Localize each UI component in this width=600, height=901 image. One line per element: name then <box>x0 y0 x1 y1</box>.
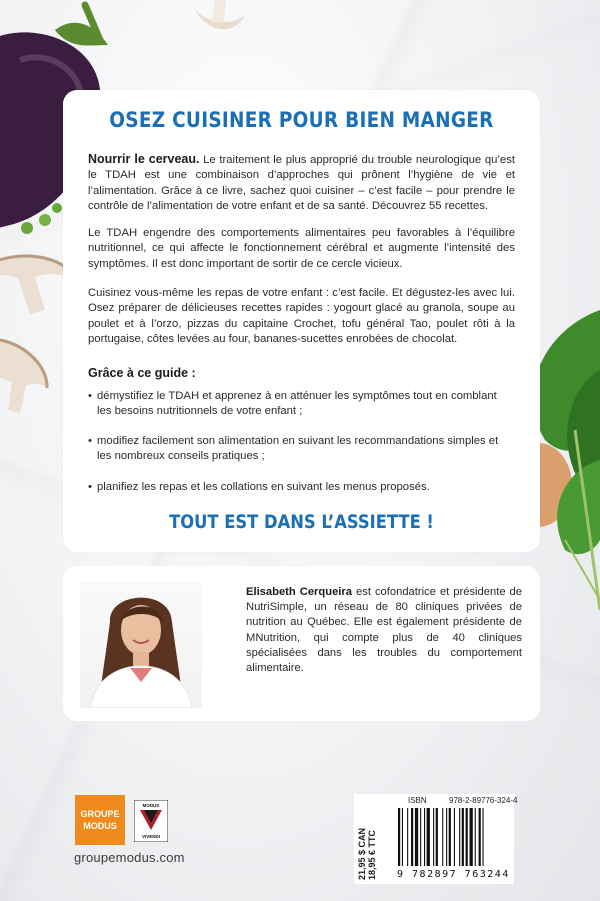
publisher-website[interactable]: groupemodus.com <box>74 850 185 865</box>
guide-bullet-text: démystifiez le TDAH et apprenez à en atténuer les symptômes tout en comblant les besoins nutritionnels de votre enfant ; <box>97 390 497 418</box>
barcode-bars <box>398 808 510 868</box>
barcode-bar <box>462 808 464 866</box>
isbn-number: 978-2-89776-324-4 <box>449 796 518 805</box>
price-block <box>357 828 377 880</box>
bullet-dot: • <box>88 481 92 493</box>
barcode-bar <box>433 808 434 866</box>
guide-bullet-3 <box>88 480 508 495</box>
author-portrait <box>80 582 202 708</box>
paragraph-3: Cuisinez vous-même les repas de votre enfant : c’est facile. Et dégustez-les avec lui. Osez préparer de délicieuses recettes rapides : yogourt glacé au granola, soupe au poulet et à l’orzo, pizzas du capitaine Crochet, tofu général Tao, poulet rôti à la portugaise, côtes levées au four, bananes-sucettes enrobées de chocolat. <box>88 287 515 346</box>
paragraph-2: Le TDAH engendre des comportements alimentaires peu favorables à l’équilibre nutritionnel, ce qui affecte le fonctionnement cérébral et augmente l’intensité des symptômes. Il est donc important de sortir de ce cercle vicieux. <box>88 227 515 270</box>
barcode-bar <box>466 808 468 866</box>
mushroom-slice-lower <box>0 338 60 418</box>
barcode-bar <box>420 808 421 866</box>
guide-bullet-text: modifiez facilement son alimentation en suivant les recommandations simples et les nombreux conseils pratiques ; <box>97 435 499 463</box>
price-eur: 18,95 € TTC <box>367 829 377 880</box>
modus-vivendi-logo <box>134 800 168 842</box>
barcode-bar <box>475 808 476 866</box>
barcode-bar <box>442 808 443 866</box>
intro-text: Le traitement le plus approprié du trouble neurologique qu’est le TDAH est une combinaison d’approches qui prônent l’hygiène de vie et l’alimentation. Grâce à ce livre, sachez quoi cuisiner – c’est facile – pour prendre le contrôle de l’alimentation de votre enfant et de sa santé. Découvrez 55 recettes. <box>88 154 515 213</box>
barcode-bar <box>398 808 400 866</box>
imprint-line-1: MODUS <box>142 803 160 808</box>
barcode-bar <box>411 808 413 866</box>
barcode-digits: 9 782897 763244 <box>397 869 510 880</box>
author-bio <box>246 585 522 676</box>
barcode-bar <box>407 808 408 866</box>
author-bio-text: est cofondatrice et présidente de NutriSimple, un réseau de 80 cliniques privées de nutrition au Québec. Elle est également présidente de MNutrition, qui compte plus de 40 cliniques spécialisées dans les troubles du comportement alimentaire. <box>246 586 523 675</box>
barcode-bar <box>479 808 481 866</box>
guide-bullet-text: planifiez les repas et les collations en suivant les menus proposés. <box>97 481 430 493</box>
imprint-line-2: VIVENDI <box>141 834 161 839</box>
groupe-modus-logo <box>75 795 125 845</box>
barcode-bar <box>449 808 451 866</box>
barcode-bar <box>483 808 484 866</box>
logo-line-2: MODUS <box>83 821 117 831</box>
barcode-bar <box>454 808 455 866</box>
barcode-bar <box>427 808 430 866</box>
isbn-label: ISBN <box>408 796 427 805</box>
barcode-bar <box>415 808 418 866</box>
logo-line-1: GROUPE <box>80 809 120 819</box>
author-name: Elisabeth Cerqueira <box>246 586 352 598</box>
mushroom-slice-top <box>190 0 250 40</box>
guide-heading: Grâce à ce guide : <box>88 366 196 380</box>
barcode-bar <box>402 808 403 866</box>
peas-illustration <box>15 200 65 240</box>
page-title: OSEZ CUISINER POUR BIEN MANGER <box>109 108 494 132</box>
guide-bullet-2 <box>88 434 508 465</box>
barcode-bar <box>459 808 460 866</box>
intro-lead: Nourrir le cerveau. <box>88 152 200 166</box>
bullet-dot: • <box>88 435 92 447</box>
closing-slogan: TOUT EST DANS L’ASSIETTE ! <box>169 511 434 533</box>
price-can: 21,95 $ CAN <box>357 827 367 880</box>
barcode-bar <box>424 808 425 866</box>
bullet-dot: • <box>88 390 92 402</box>
barcode-bar <box>446 808 447 866</box>
guide-bullet-1 <box>88 389 508 420</box>
intro-paragraph <box>88 152 515 215</box>
barcode-bar <box>470 808 473 866</box>
barcode-bar <box>436 808 438 866</box>
